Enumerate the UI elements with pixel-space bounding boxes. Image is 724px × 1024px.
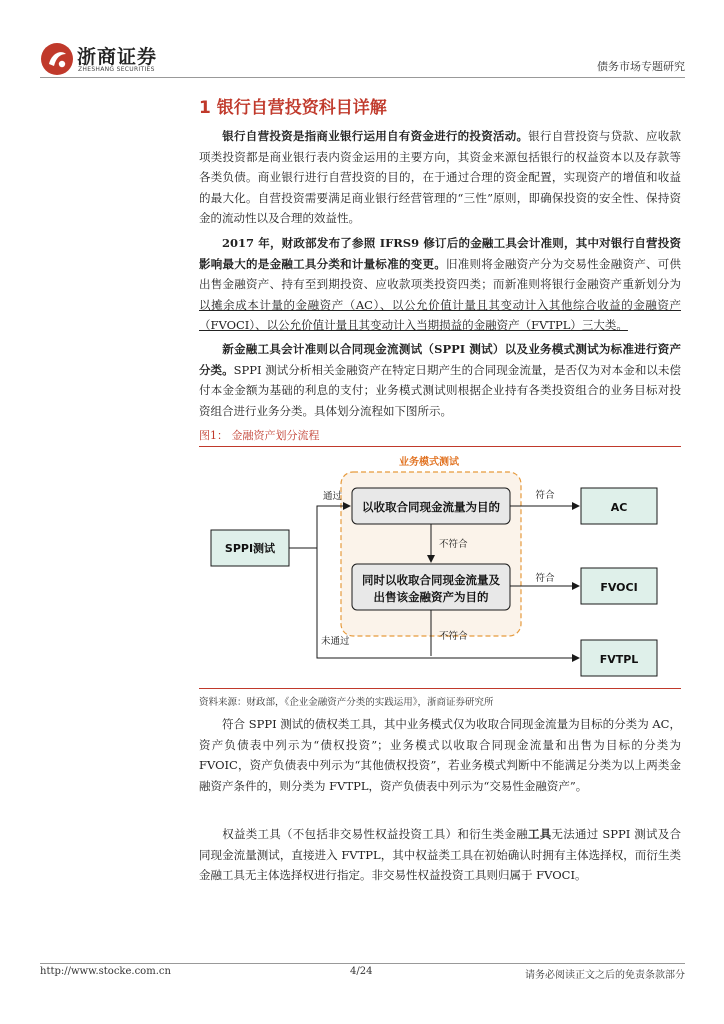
paragraph-4 bbox=[199, 714, 681, 796]
paragraph-1 bbox=[199, 126, 681, 229]
paragraph-3-lead: 新金融工具会计准则以合同现金流测试（SPPI 测试）以及业务模式测试为标准进行资产分类。 bbox=[199, 342, 681, 377]
paragraph-1-lead: 银行自营投资是指商业银行运用自有资金进行的投资活动。 bbox=[222, 129, 529, 143]
paragraph-5-part-c: 无法通过 SPPI 测试及合同现金流量测试，直接进入 FVTPL，其中权益类工具在初始确认时拥有主体选择权，而衍生类金融工具无主体选择权进行指定。非交易性权益投资工具则归属于 FVOCI。 bbox=[199, 827, 681, 883]
box-fvoci-label: FVOCI bbox=[600, 581, 638, 594]
figure-title: 图1： 金融资产划分流程 bbox=[199, 429, 320, 442]
business-model-label: 业务模式测试 bbox=[399, 457, 459, 468]
arrow-notfit-1-label: 不符合 bbox=[439, 539, 468, 550]
box-collect-and-sell-line2: 出售该金融资产为目的 bbox=[373, 590, 489, 604]
flowchart bbox=[199, 450, 681, 686]
zheshang-logo-icon bbox=[40, 42, 74, 76]
box-fvtpl-label: FVTPL bbox=[599, 653, 639, 666]
figure-source: 资料来源：财政部，《企业金融资产分类的实践运用》，浙商证券研究所 bbox=[199, 697, 494, 708]
arrow-fit-ac-label: 符合 bbox=[535, 490, 555, 501]
paragraph-1-body: 银行自营投资与贷款、应收款项类投资都是商业银行表内资金运用的主要方向，其资金来源包括银行的权益资本以及存款等各类负债。商业银行进行自营投资的目的，在于通过合理的资金配置，实现资产的增值和收益的最大化。自营投资需要满足商业银行经营管理的“三性”原则，即确保投资的安全性、保持资金的流动性以及合理的效益性。 bbox=[199, 129, 682, 226]
paragraph-2-body: 旧准则将金融资产分为交易性金融资产、可供出售金融资产、持有至到期投资、应收款项类投资四类；而新准则将银行金融资产重新划分为 bbox=[199, 256, 682, 292]
footer-url[interactable]: http://www.stocke.com.cn bbox=[40, 966, 171, 977]
header-divider bbox=[40, 77, 685, 78]
arrow-pass-label: 通过 bbox=[323, 491, 343, 502]
arrow-notfit-2-label: 不符合 bbox=[439, 631, 468, 642]
logo-text-en: ZHESHANG SECURITIES bbox=[78, 66, 155, 73]
box-ac-label: AC bbox=[610, 501, 628, 514]
paragraph-5-part-b: 工具 bbox=[527, 827, 552, 841]
paragraph-2-lead: 2017 年，财政部发布了参照 IFRS9 修订后的金融工具会计准则，其中对银行自营投资影响最大的是金融工具分类和计量标准的变更。 bbox=[199, 236, 681, 271]
figure-top-rule bbox=[199, 446, 681, 447]
page-number: 4/24 bbox=[350, 966, 373, 977]
paragraph-3 bbox=[199, 339, 681, 421]
page-header bbox=[40, 40, 685, 80]
report-category: 债务市场专题研究 bbox=[597, 60, 685, 73]
paragraph-5 bbox=[199, 824, 681, 886]
logo-text: 浙商证券 bbox=[77, 46, 158, 68]
footer-divider bbox=[40, 963, 685, 964]
paragraph-3-body: SPPI 测试分析相关金融资产在特定日期产生的合同现金流量，是否仅为对本金和以未偿付本金金额为基础的利息的支付；业务模式测试则根据企业持有各类投资组合的业务目标对投资组合进行业务分类。具体划分流程如下图所示。 bbox=[199, 362, 681, 418]
box-sppi-test-label: SPPI测试 bbox=[224, 542, 276, 555]
footer-disclaimer: 请务必阅读正文之后的免责条款部分 bbox=[525, 970, 685, 981]
paragraph-4-body: 符合 SPPI 测试的债权类工具，其中业务模式仅为收取合同现金流量为目标的分类为 AC，资产负债表中列示为“债权投资”；业务模式以收取合同现金流量和出售为目标的分类为 FVOIC，资产负债表中列示为“其他债权投资”，若业务模式判断中不能满足分类为以上两类金融资产条件的，则分类为 FVTPL，资产负债表中列示为“交易性金融资产”。 bbox=[199, 717, 681, 793]
section-title: 1 银行自营投资科目详解 bbox=[199, 98, 387, 118]
figure-bottom-rule bbox=[199, 688, 681, 689]
box-collect-and-sell-line1: 同时以收取合同现金流量及 bbox=[362, 573, 500, 587]
arrow-fail-label: 未通过 bbox=[321, 636, 350, 647]
arrow-fit-fvoci-label: 符合 bbox=[535, 573, 555, 584]
box-collect-cashflow-label: 以收取合同现金流量为目的 bbox=[362, 500, 500, 514]
paragraph-5-part-a: 权益类工具（不包括非交易性权益投资工具）和衍生类金融 bbox=[222, 827, 528, 841]
paragraph-2 bbox=[199, 233, 681, 336]
paragraph-2-underlined: 以摊余成本计量的金融资产（AC）、以公允价值计量且其变动计入其他综合收益的金融资产（FVOCI）、以公允价值计量且其变动计入当期损益的金融资产（FVTPL）三大类。 bbox=[199, 297, 681, 333]
